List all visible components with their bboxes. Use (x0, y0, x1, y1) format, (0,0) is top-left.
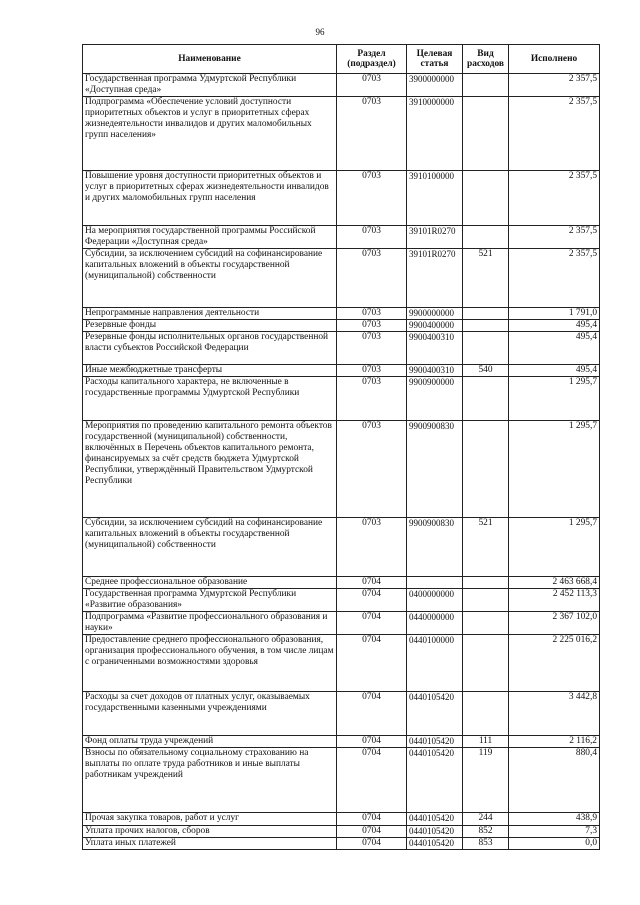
cell-section: 0704 (337, 838, 407, 850)
cell-name: Уплата прочих налогов, сборов (83, 826, 337, 838)
cell-section: 0704 (337, 692, 407, 736)
table-row (83, 736, 600, 748)
cell-amount: 2 357,5 (509, 74, 600, 97)
table-row (83, 589, 600, 612)
cell-section: 0703 (337, 226, 407, 249)
cell-amount: 495,4 (509, 320, 600, 332)
cell-type (463, 308, 509, 320)
cell-type: 540 (463, 365, 509, 377)
cell-name: Государственная программа Удмуртской Республики «Доступная среда» (83, 74, 337, 97)
cell-amount: 2 367 102,0 (509, 612, 600, 635)
table-row (83, 635, 600, 692)
table-row (83, 365, 600, 377)
cell-name: Непрограммные направления деятельности (83, 308, 337, 320)
cell-section: 0703 (337, 97, 407, 171)
cell-target: 9900900000 (407, 377, 463, 421)
cell-target: 0440105420 (407, 736, 463, 748)
cell-name: Повышение уровня доступности приоритетных объектов и услуг в приоритетных сферах жизнедеятельности инвалидов и других маломобильных групп населения (83, 171, 337, 226)
cell-name: Подпрограмма «Обеспечение условий доступности приоритетных объектов и услуг в приоритетных сферах жизнедеятельности инвалидов и других маломобильных групп населения» (83, 97, 337, 171)
table-row (83, 421, 600, 518)
cell-target: 39101R0270 (407, 249, 463, 308)
cell-amount: 2 452 113,3 (509, 589, 600, 612)
header-target: Целевая статья (407, 45, 463, 74)
cell-amount: 1 295,7 (509, 518, 600, 577)
cell-target: 9900400310 (407, 332, 463, 365)
cell-name: Субсидии, за исключением субсидий на софинансирование капитальных вложений в объекты государственной (муниципальной) собственности (83, 518, 337, 577)
table-row (83, 249, 600, 308)
cell-type (463, 74, 509, 97)
table-row (83, 612, 600, 635)
cell-amount: 1 791,0 (509, 308, 600, 320)
table-row (83, 826, 600, 838)
cell-name: Мероприятия по проведению капитального ремонта объектов государственной (муниципальной) собственности, включённых в Перечень объектов капитального ремонта, финансируемых за счёт средств бюджета Удмуртской Республики, утверждённый Правительством Удмуртской Республики (83, 421, 337, 518)
cell-target: 0440105420 (407, 838, 463, 850)
header-amount: Исполнено (509, 45, 600, 74)
cell-amount: 1 295,7 (509, 421, 600, 518)
cell-name: Расходы капитального характера, не включенные в государственные программы Удмуртской Республики (83, 377, 337, 421)
cell-type (463, 612, 509, 635)
cell-type (463, 577, 509, 589)
table-row (83, 74, 600, 97)
cell-amount: 880,4 (509, 748, 600, 813)
cell-type: 853 (463, 838, 509, 850)
cell-section: 0703 (337, 518, 407, 577)
cell-name: Фонд оплаты труда учреждений (83, 736, 337, 748)
cell-type: 244 (463, 813, 509, 826)
cell-amount: 3 442,8 (509, 692, 600, 736)
cell-name: Среднее профессиональное образование (83, 577, 337, 589)
cell-target: 0440105420 (407, 813, 463, 826)
cell-type: 852 (463, 826, 509, 838)
cell-section: 0704 (337, 826, 407, 838)
cell-section: 0703 (337, 365, 407, 377)
cell-target: 0440105420 (407, 826, 463, 838)
header-type: Вид расходов (463, 45, 509, 74)
cell-target: 0400000000 (407, 589, 463, 612)
cell-amount: 438,9 (509, 813, 600, 826)
cell-target: 9900400310 (407, 365, 463, 377)
cell-amount: 2 357,5 (509, 249, 600, 308)
table-row (83, 813, 600, 826)
cell-amount: 2 357,5 (509, 171, 600, 226)
cell-section: 0703 (337, 74, 407, 97)
cell-section: 0703 (337, 249, 407, 308)
cell-amount: 2 116,2 (509, 736, 600, 748)
cell-type (463, 171, 509, 226)
cell-target: 9900900830 (407, 518, 463, 577)
table-row (83, 692, 600, 736)
cell-type (463, 589, 509, 612)
cell-name: Прочая закупка товаров, работ и услуг (83, 813, 337, 826)
cell-target: 9900900830 (407, 421, 463, 518)
header-name: Наименование (83, 45, 337, 74)
cell-type: 521 (463, 249, 509, 308)
cell-type: 119 (463, 748, 509, 813)
cell-section: 0703 (337, 421, 407, 518)
cell-name: Иные межбюджетные трансферты (83, 365, 337, 377)
cell-target: 9900000000 (407, 308, 463, 320)
cell-amount: 495,4 (509, 332, 600, 365)
cell-type: 521 (463, 518, 509, 577)
table-row (83, 377, 600, 421)
cell-section: 0704 (337, 589, 407, 612)
cell-name: Резервные фонды (83, 320, 337, 332)
cell-type (463, 226, 509, 249)
cell-target: 39101R0270 (407, 226, 463, 249)
cell-amount: 2 357,5 (509, 97, 600, 171)
table-row (83, 748, 600, 813)
cell-name: Расходы за счет доходов от платных услуг, оказываемых государственными казенными учреждениями (83, 692, 337, 736)
cell-name: Резервные фонды исполнительных органов государственной власти субъектов Российской Федерации (83, 332, 337, 365)
cell-amount: 2 463 668,4 (509, 577, 600, 589)
table-row (83, 320, 600, 332)
budget-table (82, 44, 600, 850)
cell-target: 0440000000 (407, 612, 463, 635)
cell-section: 0703 (337, 308, 407, 320)
cell-target: 3900000000 (407, 74, 463, 97)
cell-target: 3910100000 (407, 171, 463, 226)
cell-target: 0440100000 (407, 635, 463, 692)
table-row (83, 332, 600, 365)
cell-type (463, 97, 509, 171)
cell-section: 0704 (337, 577, 407, 589)
cell-section: 0704 (337, 736, 407, 748)
cell-name: Уплата иных платежей (83, 838, 337, 850)
cell-target: 0440105420 (407, 692, 463, 736)
cell-type: 111 (463, 736, 509, 748)
cell-section: 0704 (337, 748, 407, 813)
table-row (83, 838, 600, 850)
table-row (83, 226, 600, 249)
table-header-row (83, 45, 600, 74)
cell-amount: 2 357,5 (509, 226, 600, 249)
cell-amount: 1 295,7 (509, 377, 600, 421)
table-row (83, 577, 600, 589)
cell-section: 0703 (337, 171, 407, 226)
header-section: Раздел (подраздел) (337, 45, 407, 74)
table-row (83, 97, 600, 171)
table-row (83, 171, 600, 226)
cell-section: 0704 (337, 813, 407, 826)
page-number: 96 (315, 27, 325, 37)
cell-name: Подпрограмма «Развитие профессионального образования и науки» (83, 612, 337, 635)
cell-amount: 495,4 (509, 365, 600, 377)
cell-section: 0703 (337, 377, 407, 421)
cell-name: Взносы по обязательному социальному страхованию на выплаты по оплате труда работников и иные выплаты работникам учреждений (83, 748, 337, 813)
cell-name: Государственная программа Удмуртской Республики «Развитие образования» (83, 589, 337, 612)
cell-target: 3910000000 (407, 97, 463, 171)
cell-name: На мероприятия государственной программы Российской Федерации «Доступная среда» (83, 226, 337, 249)
cell-target (407, 577, 463, 589)
cell-section: 0703 (337, 332, 407, 365)
cell-section: 0703 (337, 320, 407, 332)
table-row (83, 518, 600, 577)
cell-name: Субсидии, за исключением субсидий на софинансирование капитальных вложений в объекты государственной (муниципальной) собственности (83, 249, 337, 308)
cell-section: 0704 (337, 635, 407, 692)
cell-type (463, 635, 509, 692)
cell-type (463, 692, 509, 736)
cell-amount: 7,3 (509, 826, 600, 838)
cell-type (463, 377, 509, 421)
cell-amount: 2 225 016,2 (509, 635, 600, 692)
table-body (83, 74, 600, 850)
cell-amount: 0,0 (509, 838, 600, 850)
cell-name: Предоставление среднего профессионального образования, организация профессионального обучения, в том числе лицам с ограниченными возможностями здоровья (83, 635, 337, 692)
table-row (83, 308, 600, 320)
cell-type (463, 320, 509, 332)
cell-target: 0440105420 (407, 748, 463, 813)
cell-target: 9900400000 (407, 320, 463, 332)
cell-type (463, 421, 509, 518)
cell-type (463, 332, 509, 365)
cell-section: 0704 (337, 612, 407, 635)
